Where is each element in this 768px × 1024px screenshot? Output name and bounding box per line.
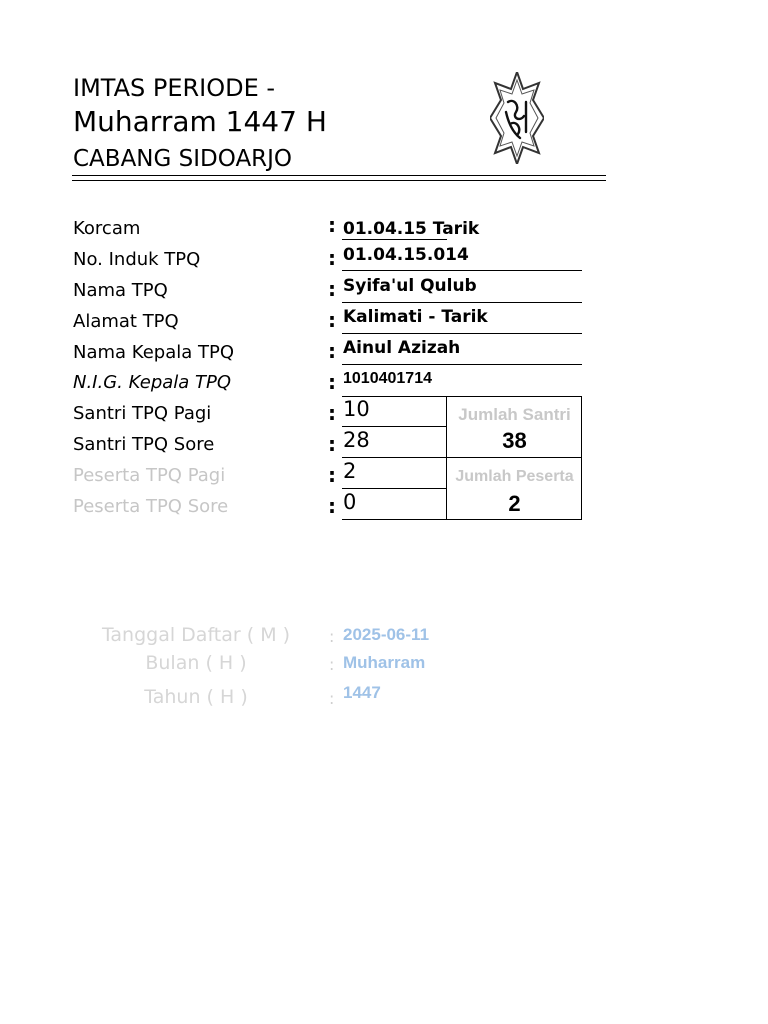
value-korcam: 01.04.15 Tarik bbox=[343, 219, 480, 239]
header-divider bbox=[72, 175, 606, 181]
colon: : bbox=[328, 463, 336, 487]
title-line-1: IMTAS PERIODE - bbox=[73, 74, 276, 102]
label-nig: N.I.G. Kepala TPQ bbox=[73, 372, 232, 393]
colon: : bbox=[328, 432, 336, 456]
value-santri-sore: 28 bbox=[343, 428, 370, 452]
jumlah-peserta-label: Jumlah Peserta bbox=[455, 468, 574, 485]
value-tahun: 1447 bbox=[343, 683, 381, 702]
underline-nama-tpq bbox=[342, 302, 582, 303]
colon: : bbox=[328, 339, 336, 363]
qiraati-logo-icon bbox=[490, 72, 544, 164]
colon: : bbox=[329, 689, 335, 708]
value-nama-tpq: Syifa'ul Qulub bbox=[343, 276, 477, 296]
value-no-induk: 01.04.15.014 bbox=[343, 245, 469, 265]
label-alamat: Alamat TPQ bbox=[73, 311, 179, 332]
label-tahun: Tahun ( H ) bbox=[144, 686, 248, 708]
label-korcam: Korcam bbox=[73, 218, 141, 239]
underline-no-induk bbox=[342, 270, 582, 271]
colon: : bbox=[328, 308, 336, 332]
grid-divider-middle bbox=[342, 457, 582, 458]
label-kepala: Nama Kepala TPQ bbox=[73, 342, 234, 363]
grid-divider-row-3 bbox=[342, 488, 446, 489]
value-santri-pagi: 10 bbox=[343, 397, 370, 421]
label-tanggal-daftar: Tanggal Daftar ( M ) bbox=[101, 624, 291, 646]
value-tanggal-daftar: 2025-06-11 bbox=[343, 625, 430, 644]
value-peserta-pagi: 2 bbox=[343, 459, 357, 483]
underline-korcam bbox=[342, 239, 447, 240]
grid-divider-row-1 bbox=[342, 426, 446, 427]
title-line-3: CABANG SIDOARJO bbox=[73, 146, 293, 172]
label-no-induk: No. Induk TPQ bbox=[73, 249, 201, 270]
underline-alamat bbox=[342, 333, 582, 334]
colon: : bbox=[329, 655, 335, 674]
jumlah-santri-label: Jumlah Santri bbox=[458, 405, 571, 424]
title-line-2: Muharram 1447 H bbox=[73, 105, 327, 138]
colon: : bbox=[328, 401, 336, 425]
value-bulan: Muharram bbox=[343, 653, 426, 672]
colon: : bbox=[328, 213, 336, 237]
label-santri-pagi: Santri TPQ Pagi bbox=[73, 403, 212, 424]
jumlah-santri-value: 38 bbox=[502, 428, 527, 453]
colon: : bbox=[328, 246, 336, 270]
label-bulan: Bulan ( H ) bbox=[145, 652, 247, 674]
label-santri-sore: Santri TPQ Sore bbox=[73, 434, 215, 455]
label-peserta-sore: Peserta TPQ Sore bbox=[73, 496, 229, 517]
value-peserta-sore: 0 bbox=[343, 490, 357, 514]
value-alamat: Kalimati - Tarik bbox=[343, 307, 488, 327]
colon: : bbox=[328, 370, 336, 394]
label-peserta-pagi: Peserta TPQ Pagi bbox=[73, 465, 226, 486]
colon: : bbox=[329, 627, 335, 646]
colon: : bbox=[328, 277, 336, 301]
label-nama-tpq: Nama TPQ bbox=[73, 280, 168, 301]
colon: : bbox=[328, 494, 336, 518]
value-kepala: Ainul Azizah bbox=[343, 338, 461, 358]
underline-kepala bbox=[342, 364, 582, 365]
value-nig: 1010401714 bbox=[343, 370, 432, 387]
jumlah-peserta-value: 2 bbox=[508, 491, 521, 516]
